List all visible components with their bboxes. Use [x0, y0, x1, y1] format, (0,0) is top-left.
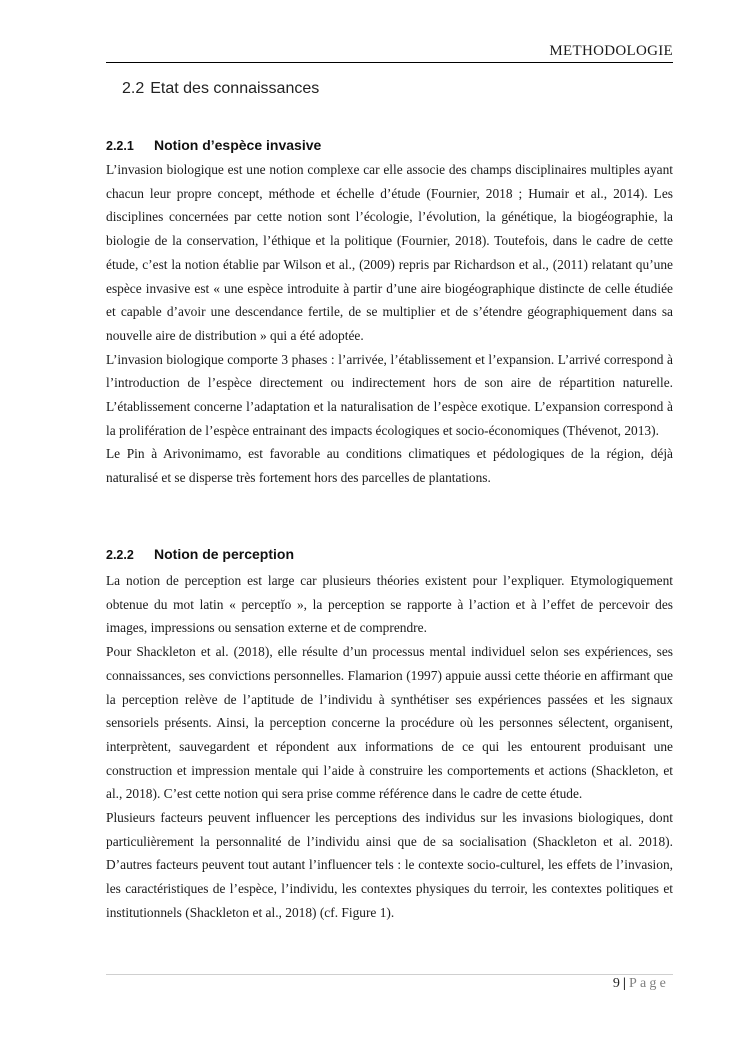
subsection-heading-2 — [106, 546, 294, 562]
page-label: Page — [628, 976, 669, 991]
subsection-title-1: Notion d’espèce invasive — [154, 137, 322, 153]
subsection-2-body — [106, 569, 673, 925]
subsection-1-body — [106, 158, 673, 490]
paragraph: L’invasion biologique comporte 3 phases : l’arrivée, l’établissement et l’expansion. L’arrivé correspond à l’introduction de l’espèce directement ou indirectement hors de son aire de répartition naturelle. L’établissement concerne l’adaptation et la naturalisation de l’espèce exotique. L’expansion correspond à la prolifération de l’espèce entrainant des impacts écologiques et socio-économiques (Thévenot, 2013). — [106, 351, 673, 438]
footer-rule — [106, 974, 673, 975]
header-rule — [106, 62, 673, 63]
page-number: 9 — [612, 976, 620, 991]
page-footer — [613, 976, 669, 992]
paragraph: Le Pin à Arivonimamo, est favorable au conditions climatiques et pédologiques de la région, déjà naturalisé et se disperse très fortement hors des parcelles de plantations. — [106, 446, 673, 486]
paragraph: Pour Shackleton et al. (2018), elle résulte d’un processus mental individuel selon ses expériences, ses connaissances, ses convictions personnelles. Flamarion (1997) appuie aussi cette théorie en affirmant que la perception relève de l’aptitude de l’individu à synthétiser ses expériences passées et les signaux sensoriels présents. Ainsi, la perception concerne la procédure où les personnes sélectent, organisent, interprètent, sauvegardent et répondent aux informations de ce qui les entourent produisant une construction et impression mentale qui l’aide à construire les comportements et actions (Shackleton, et al., 2018). C’est cette notion qui sera prise comme référence dans le cadre de cette étude. — [106, 644, 673, 802]
section-number: 2.2 — [122, 80, 145, 97]
paragraph: La notion de perception est large car plusieurs théories existent pour l’expliquer. Etymologiquement obtenue du mot latin « perceptĭo », la perception se rapporte à l’action et à l’effet de percevoir des images, impressions ou sensation externe et de comprendre. — [106, 573, 673, 636]
section-heading — [122, 80, 319, 98]
footer-separator: | — [622, 976, 626, 991]
subsection-heading-1 — [106, 137, 321, 153]
running-header: METHODOLOGIE — [549, 43, 673, 59]
section-title: Etat des connaissances — [150, 80, 320, 97]
subsection-number-2: 2.2.2 — [106, 548, 134, 562]
paragraph: Plusieurs facteurs peuvent influencer les perceptions des individus sur les invasions biologiques, dont particulièrement la personnalité de l’individu ainsi que de sa socialisation (Shackleton et al. 2018). D’autres facteurs peuvent tout autant l’influencer tels : le contexte socio-culturel, les effets de l’invasion, les caractéristiques de l’espèce, l’individu, les contextes physiques du terroir, les contextes politiques et institutionnels (Shackleton et al., 2018) (cf. Figure 1). — [106, 810, 673, 920]
subsection-title-2: Notion de perception — [154, 546, 294, 562]
paragraph: L’invasion biologique est une notion complexe car elle associe des champs disciplinaires multiples ayant chacun leur propre concept, méthode et échelle d’étude (Fournier, 2018 ; Humair et al., 2014). Les disciplines concernées par cette notion sont l’écologie, l’évolution, la génétique, la biogéographie, la biologie de la conservation, l’éthique et la politique (Fournier, 2018). Toutefois, dans le cadre de cette étude, c’est la notion établie par Wilson et al., (2009) repris par Richardson et al., (2011) relatant qu’une espèce invasive est « une espèce introduite à partir d’une aire biogéographique distincte de celle étudiée et capable d’avoir une descendance fertile, de se multiplier et de s’étendre géographiquement dans sa nouvelle aire de distribution » qui a été adoptée. — [106, 162, 673, 343]
subsection-number-1: 2.2.1 — [106, 139, 134, 153]
